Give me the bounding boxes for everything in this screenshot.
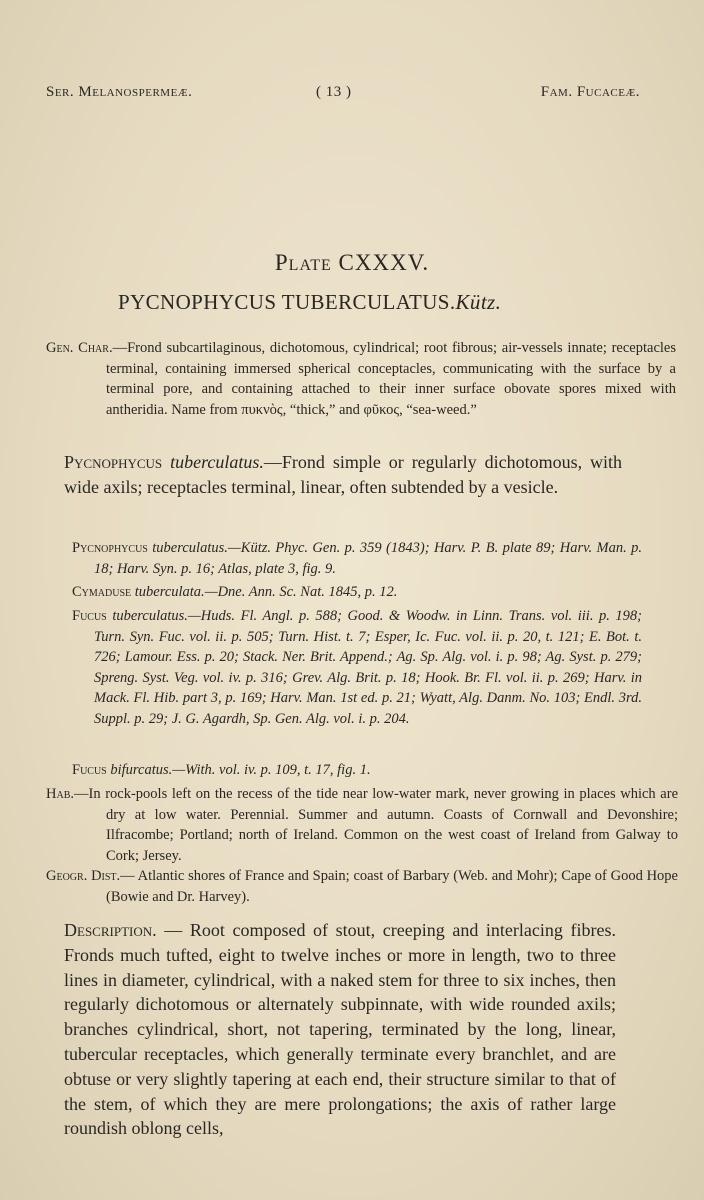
- synonym-genus: Fucus: [72, 762, 107, 778]
- geographic-distribution: [46, 866, 678, 907]
- synonym-entry: [72, 606, 642, 730]
- synonym-entry: [72, 538, 642, 579]
- running-header-series: Ser. Melanospermeæ.: [46, 84, 193, 100]
- synonym-epithet: tuberculatus.: [152, 540, 228, 556]
- synonym-text: —With. vol. iv. p. 109, t. 17, fig. 1.: [172, 762, 371, 778]
- geography-label: Geogr. Dist.: [46, 868, 121, 884]
- synonym-genus: Pycnophycus: [72, 540, 148, 556]
- description-label: Description.: [64, 920, 157, 940]
- species-name: PYCNOPHYCUS TUBERCULATUS.: [118, 290, 456, 314]
- synonym-epithet: tuberculata.: [134, 584, 205, 600]
- synonym-genus: Cymaduse: [72, 584, 132, 600]
- diagnosis-epithet: tuberculatus.: [170, 452, 264, 472]
- synonym-entry: [72, 760, 642, 781]
- diagnosis-genus: Pycnophycus: [64, 452, 163, 472]
- species-diagnosis: [64, 450, 622, 499]
- species-author: Kütz.: [455, 290, 502, 314]
- gen-char-label: Gen. Char.: [46, 340, 113, 356]
- page-number: ( 13 ): [316, 84, 352, 100]
- running-header-family: Fam. Fucaceæ.: [540, 84, 640, 100]
- synonym-entry: [72, 582, 642, 603]
- habitat-text: —In rock-pools left on the recess of the tide near low-water mark, never growing in places which are dry at low water. Perennial. Summer and autumn. Coasts of Cornwall and Devonshire; Ilfracombe; Portland; north of Ireland. Common on the west coast of Ireland from Galway to Cork; Jersey.: [74, 786, 678, 864]
- species-heading: [118, 290, 501, 315]
- habitat: [46, 784, 678, 866]
- synonym-text: —Dne. Ann. Sc. Nat. 1845, p. 12.: [204, 584, 398, 600]
- description-text: — Root composed of stout, creeping and interlacing fibres. Fronds much tufted, eight to twelve inches or more in length, two to three lines in diameter, cylindrical, with a naked stem for three to six inches, then regularly dichotomous or alternately subpinnate, with wide rounded axils; branches cylindrical, short, not tapering, terminated by the long, linear, tubercular receptacles, which generally terminate every branchlet, and are obtuse or very slightly tapering at each end, their structure similar to that of the stem, of which they are mere prolongations; the axis of rather large roundish oblong cells,: [64, 920, 616, 1139]
- plate-title: Plate CXXXV.: [274, 250, 430, 275]
- genus-characters: [46, 338, 676, 420]
- synonym-text: —Kütz. Phyc. Gen. p. 359 (1843); Harv. P. B. plate 89; Harv. Man. p. 18; Harv. Syn. p. 16; Atlas, plate 3, fig. 9.: [94, 540, 643, 577]
- description: [64, 918, 616, 1141]
- synonym-genus: Fucus: [72, 608, 107, 624]
- synonym-text: —Huds. Fl. Angl. p. 588; Good. & Woodw. in Linn. Trans. vol. iii. p. 198; Turn. Syn. Fuc. vol. ii. p. 505; Turn. Hist. t. 7; Esper, Ic. Fuc. vol. ii. p. 20, t. 121; E. Bot. t. 726; Lamour. Ess. p. 20; Stack. Ner. Brit. Append.; Ag. Sp. Alg. vol. i. p. 98; Ag. Syst. p. 279; Spreng. Syst. Veg. vol. iv. p. 316; Grev. Alg. Brit. p. 18; Hook. Br. Fl. vol. ii. p. 269; Harv. in Mack. Fl. Hib. part 3, p. 169; Harv. Man. 1st ed. p. 21; Wyatt, Alg. Danm. No. 103; Endl. 3rd. Suppl. p. 29; J. G. Agardh, Sp. Gen. Alg. vol. i. p. 204.: [94, 608, 642, 727]
- diagnosis-text: —Frond simple or regularly dichotomous, with wide axils; receptacles terminal, linear, often subtended by a vesicle.: [64, 452, 623, 497]
- synonym-epithet: bifurcatus.: [110, 762, 173, 778]
- geography-text: — Atlantic shores of France and Spain; coast of Barbary (Web. and Mohr); Cape of Good Hope (Bowie and Dr. Harvey).: [106, 868, 678, 905]
- synonym-epithet: tuberculatus.: [112, 608, 188, 624]
- gen-char-text: —Frond subcartilaginous, dichotomous, cylindrical; root fibrous; air-vessels innate; receptacles terminal, containing immersed spherical conceptacles, communicating with the surface by a terminal pore, and containing attached to their inner surface obovate spores mixed with antheridia. Name from πυκνὸς, “thick,” and φῦκος, “sea-weed.”: [106, 340, 676, 418]
- habitat-label: Hab.: [46, 786, 74, 802]
